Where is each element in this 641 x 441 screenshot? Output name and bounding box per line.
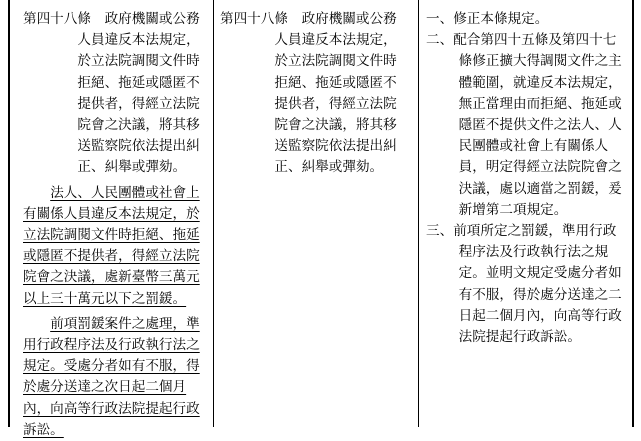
item-number: 一、	[426, 11, 454, 27]
item-number: 三、	[426, 223, 454, 240]
item-text: 修正本條規定。	[453, 11, 549, 27]
column-divider-2	[418, 0, 419, 427]
article-48-paragraph-3	[23, 314, 209, 441]
amended-text-column	[23, 9, 209, 441]
paragraph-text: 法人、人民團體或社會上有關係人員違反本法規定，於立法院調閱文件時拒絕、拖延或隱匿不提供者，得經立法院院會之決議，處新臺幣三萬元以上三十萬元以下之罰鍰。	[23, 184, 200, 307]
article-number: 第四十八條	[23, 11, 91, 27]
explanation-column	[426, 9, 622, 348]
article-number: 第四十八條	[220, 11, 288, 27]
comparison-table	[8, 0, 634, 438]
current-text-column	[220, 9, 406, 179]
explanation-item	[426, 9, 622, 30]
item-text: 配合第四十五條及第四十七條修正擴大得調閱文件之主體範圍，就違反本法規定，無正當理由而拒絕、拖延或隱匿不提供文件之法人、人民團體或社會上有關係人員，明定得經立法院院會之決議，處以適當之罰鍰，爰新增第二項規定。	[453, 32, 622, 218]
explanation-item	[426, 221, 622, 348]
item-number: 二、	[426, 32, 454, 49]
item-text: 前項所定之罰鍰，準用行政程序法及行政執行法之規定。並明文規定受處分者如有不服，得於處分送達之二日起二個月內，向高等行政法院提起行政訴訟。	[453, 223, 622, 346]
article-48-paragraph-2	[23, 183, 209, 310]
paragraph-text: 政府機關或公務人員違反本法規定，於立法院調閱文件時拒絕、拖延或隱匿不提供者，得經立法院院會之決議，將其移送監察院依法提出糾正、糾舉或彈劾。	[274, 11, 397, 176]
paragraph-text: 前項罰鍰案件之處理，準用行政程序法及行政執行法之規定。受處分者如有不服，得於處分送達之次日起二個月內，向高等行政法院提起行政訴訟。	[23, 315, 200, 438]
column-divider-1	[213, 0, 214, 427]
paragraph-text: 政府機關或公務人員違反本法規定，於立法院調閱文件時拒絕、拖延或隱匿不提供者，得經立法院院會之決議，將其移送監察院依法提出糾正、糾舉或彈劾。	[77, 11, 200, 176]
article-48-current-paragraph	[220, 9, 406, 179]
article-48-paragraph-1	[23, 9, 209, 179]
explanation-item	[426, 30, 622, 221]
